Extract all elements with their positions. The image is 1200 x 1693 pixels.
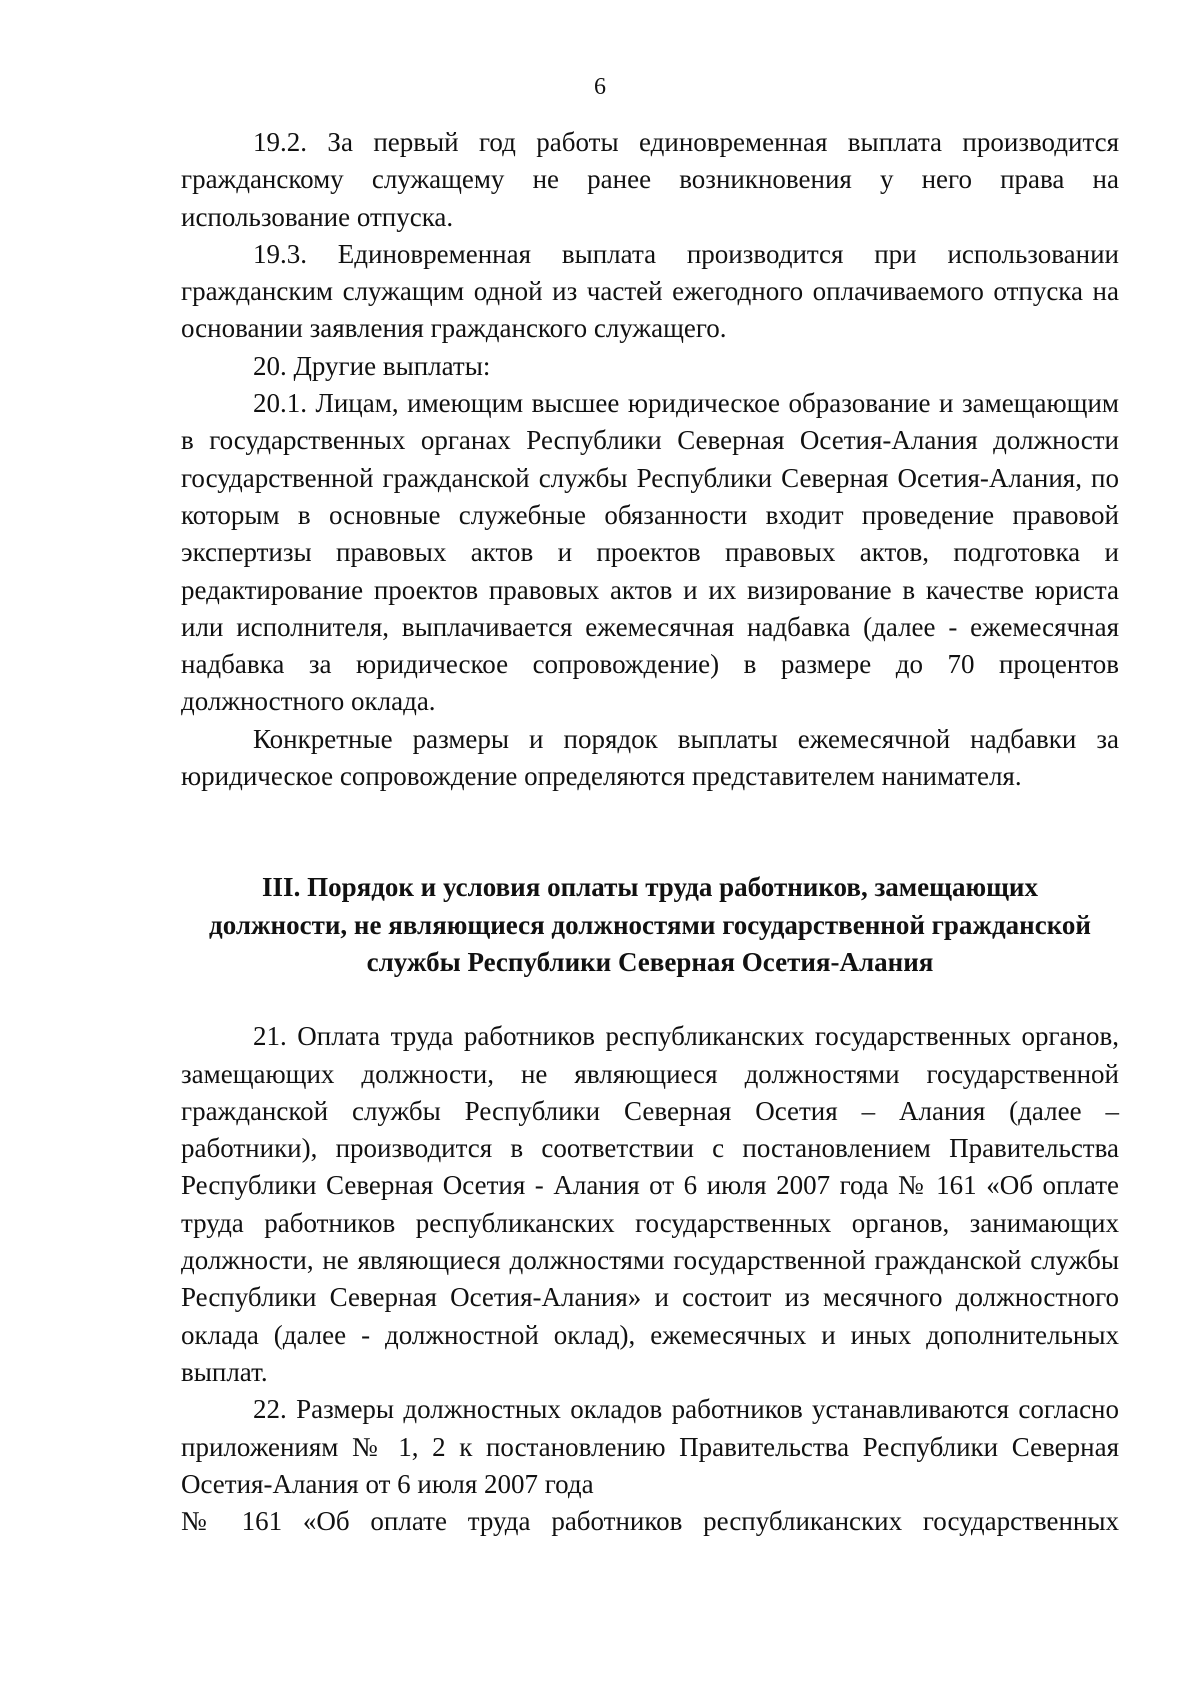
paragraph-20: 20. Другие выплаты: (253, 350, 491, 381)
section-heading-line-1: III. Порядок и условия оплаты труда работников, замещающих (262, 872, 1038, 903)
paragraph-20-1: 20.1. Лицам, имеющим высшее юридическое образование и замещающим в государственных органах Республики Северная Осетия-Алания должности государственной гражданской службы Республики Северная Осетия-Алания, по которым в основные служебные обязанности входит проведение правовой экспертизы правовых актов и проектов правовых актов, подготовка и редактирование проектов правовых актов и их визирование в качестве юриста или исполнителя, выплачивается ежемесячная надбавка (далее - ежемесячная надбавка за юридическое сопровождение) в размере до 70 процентов должностного оклада. (181, 388, 1119, 717)
paragraph-19-3: 19.3. Единовременная выплата производится при использовании гражданским служащим одной из частей ежегодного оплачиваемого отпуска на основании заявления гражданского служащего. (181, 238, 1119, 344)
paragraph-22: 22. Размеры должностных окладов работников устанавливаются согласно приложениям № 1, 2 к постановлению Правительства Республики Северная Осетия-Алания от 6 июля 2007 года (181, 1394, 1119, 1499)
section-heading-line-3: службы Республики Северная Осетия-Алания (366, 946, 934, 977)
paragraph-22-last-visible-line: № 161 «Об оплате труда работников республиканских государственных (181, 1506, 1119, 1537)
paragraph-19-2: 19.2. За первый год работы единовременная выплата производится гражданскому служащему не ранее возникновения у него права на использование отпуска. (181, 127, 1119, 232)
document-body (181, 124, 1119, 1540)
page-number: 6 (594, 74, 606, 100)
paragraph-21: 21. Оплата труда работников республиканских государственных органов, замещающих должности, не являющиеся должностями государственной гражданской службы Республики Северная Осетия – Алания (далее – работники), производится в соответствии с постановлением Правительства Республики Северная Осетия - Алания от 6 июля 2007 года № 161 «Об оплате труда работников республиканских государственных органов, занимающих должности, не являющиеся должностями государственной гражданской службы Республики Северная Осетия-Алания» и состоит из месячного должностного оклада (далее - должностной оклад), ежемесячных и иных дополнительных выплат. (181, 1021, 1119, 1387)
section-heading-line-2: должности, не являющиеся должностями государственной гражданской (209, 909, 1091, 940)
section-heading-iii (181, 795, 1119, 1018)
paragraph-20-1-concrete-sizes: Конкретные размеры и порядок выплаты ежемесячной надбавки за юридическое сопровождение определяются представителем нанимателя. (181, 723, 1119, 792)
